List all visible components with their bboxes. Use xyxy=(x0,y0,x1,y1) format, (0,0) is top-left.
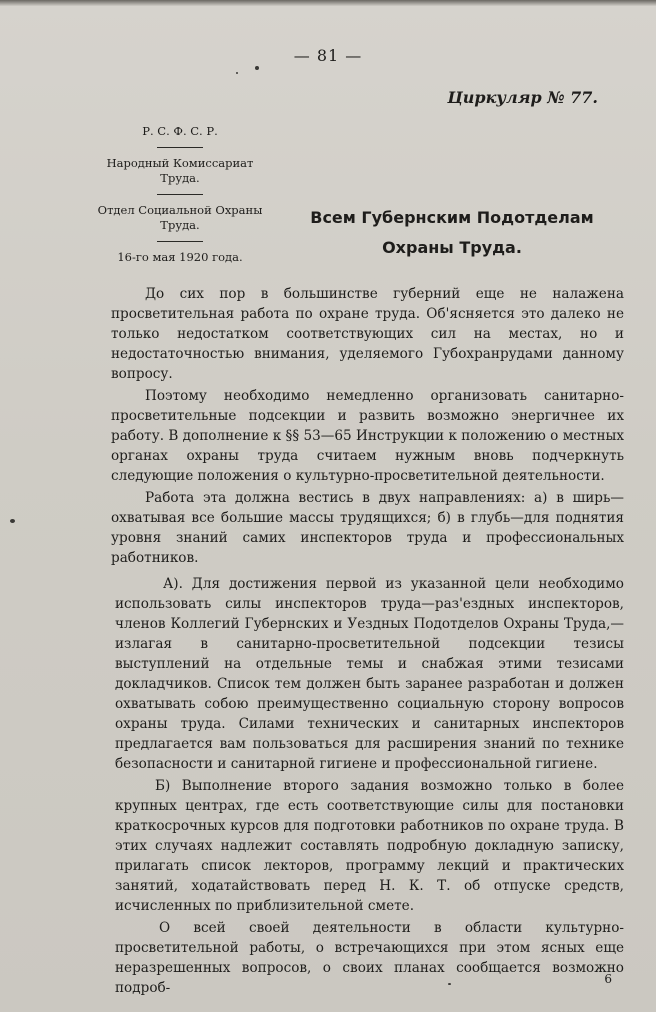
circular-number: Циркуляр № 77. xyxy=(447,88,598,107)
issuer-department: Отдел Социальной Охраны Труда. xyxy=(97,203,263,232)
sheet-number: 6 xyxy=(604,972,612,986)
issuer-republic: Р. С. Ф. С. Р. xyxy=(142,124,218,138)
paragraph: А). Для достижения первой из указанной цели необходимо использовать силы инспекторов труда—раз'ездных инспекторов, членов Коллегий Губернских и Уездных Подотделов Охраны Труда,—излагая в санитарно-просветительной подсекции тезисы выступлений на отдельные темы и снабжая этими тезисами докладчиков. Список тем должен быть заранее разработан и должен охватывать собою преимущественно социальную сторону вопросов охраны труда. Силами технических и санитарных инспекторов предлагается вам пользоваться для расширения знаний по технике безопасности и санитарной гигиене и профессиональной гигиене. xyxy=(115,576,624,772)
document-heading: Всем Губернским Подотделам Охраны Труда. xyxy=(310,208,594,257)
issuer-date: 16-го мая 1920 года. xyxy=(117,250,243,264)
page-edge-shadow xyxy=(0,0,656,6)
issuer-commissariat: Народный Комиссариат Труда. xyxy=(106,156,254,185)
paragraph: Работа эта должна вестись в двух направлениях: а) в ширь—охватывая все большие массы трудящихся; б) в глубь—для поднятия уровня знаний самих инспекторов труда и профессиональных работников. xyxy=(111,490,624,566)
ink-speck xyxy=(255,66,259,70)
issuer-divider xyxy=(157,241,203,242)
issuer-block xyxy=(92,124,268,273)
paragraph: До сих пор в большинстве губерний еще не налажена просветительная работа по охране труда. Об'ясняется это далеко не только недостатком соответствующих сил на местах, но и недостаточностью внимания, уделяемого Губохранрудами данному вопросу. xyxy=(111,286,624,382)
issuer-divider xyxy=(157,194,203,195)
issuer-divider xyxy=(157,147,203,148)
paragraph: О всей своей деятельности в области культурно-просветительной работы, о встречающихся при этом ясных еще неразрешенных вопросов, о своих планах сообщается возможно подроб- xyxy=(115,920,624,996)
page-number: — 81 — xyxy=(293,46,363,65)
paragraph: Б) Выполнение второго задания возможно только в более крупных центрах, где есть соответствующие силы для постановки краткосрочных курсов для подготовки работников по охране труда. В этих случаях надлежит составлять подробную докладную записку, прилагать список лекторов, программу лекций и практических занятий, ходатайствовать перед Н. К. Т. об отпуске средств, исчисленных по приблизительной смете. xyxy=(115,778,624,914)
ink-speck xyxy=(448,983,451,985)
ink-speck xyxy=(10,519,15,523)
document-body xyxy=(111,284,624,1000)
paragraph: Поэтому необходимо немедленно организовать санитарно-просветительные подсекции и развить возможно энергичнее их работу. В дополнение к §§ 53—65 Инструкции к положению о местных органах охраны труда считаем нужным вновь подчеркнуть следующие положения о культурно-просветительной деятельности. xyxy=(111,388,624,484)
ink-speck xyxy=(236,72,238,74)
